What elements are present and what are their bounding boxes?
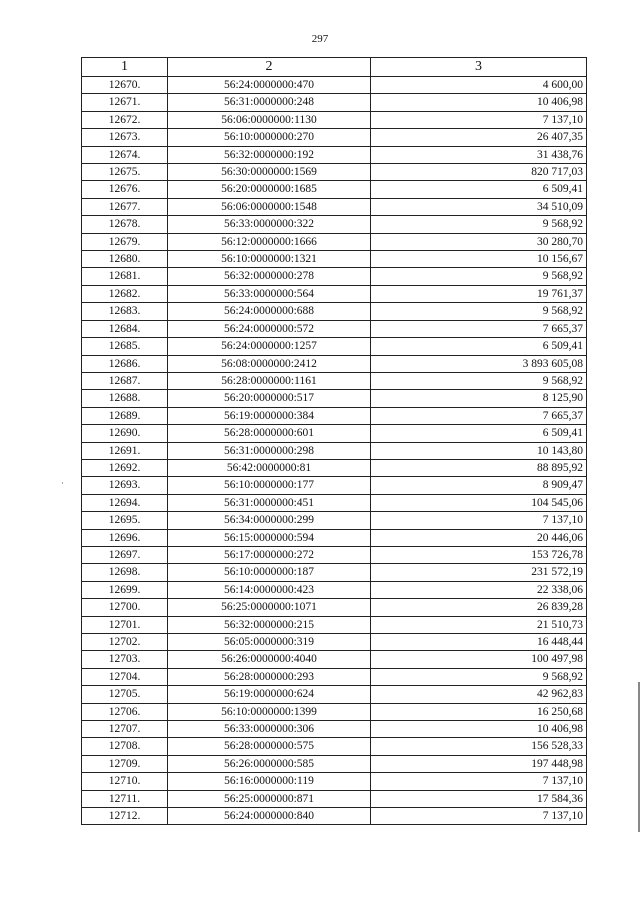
table-row [82, 268, 587, 285]
table-row [82, 790, 587, 807]
amount-cell: 10 406,98 [371, 721, 587, 738]
row-number-cell: 12677. [82, 198, 168, 215]
amount-cell: 7 665,37 [371, 407, 587, 424]
table-row [82, 111, 587, 128]
row-number-cell: 12710. [82, 773, 168, 790]
cadastral-number-cell: 56:14:0000000:423 [168, 581, 371, 598]
amount-cell: 7 137,10 [371, 808, 587, 825]
cadastral-number-cell: 56:05:0000000:319 [168, 634, 371, 651]
table-row [82, 477, 587, 494]
table-row [82, 599, 587, 616]
amount-cell: 19 761,37 [371, 285, 587, 302]
table-row [82, 181, 587, 198]
cadastral-number-cell: 56:33:0000000:564 [168, 285, 371, 302]
amount-cell: 8 125,90 [371, 390, 587, 407]
row-number-cell: 12709. [82, 755, 168, 772]
amount-cell: 7 665,37 [371, 320, 587, 337]
table-header-row [82, 58, 587, 77]
cadastral-number-cell: 56:20:0000000:517 [168, 390, 371, 407]
row-number-cell: 12688. [82, 390, 168, 407]
cadastral-number-cell: 56:17:0000000:272 [168, 546, 371, 563]
row-number-cell: 12712. [82, 808, 168, 825]
table-row [82, 459, 587, 476]
amount-cell: 6 509,41 [371, 425, 587, 442]
row-number-cell: 12703. [82, 651, 168, 668]
cadastral-number-cell: 56:19:0000000:384 [168, 407, 371, 424]
table-row [82, 233, 587, 250]
row-number-cell: 12696. [82, 529, 168, 546]
table-row [82, 546, 587, 563]
cadastral-number-cell: 56:06:0000000:1130 [168, 111, 371, 128]
cadastral-number-cell: 56:34:0000000:299 [168, 512, 371, 529]
column-header-2: 2 [168, 58, 371, 77]
row-number-cell: 12702. [82, 634, 168, 651]
table-row [82, 146, 587, 163]
amount-cell: 197 448,98 [371, 755, 587, 772]
amount-cell: 7 137,10 [371, 773, 587, 790]
table-row [82, 738, 587, 755]
table-row [82, 512, 587, 529]
cadastral-number-cell: 56:24:0000000:572 [168, 320, 371, 337]
row-number-cell: 12707. [82, 721, 168, 738]
cadastral-number-cell: 56:24:0000000:1257 [168, 338, 371, 355]
amount-cell: 21 510,73 [371, 616, 587, 633]
amount-cell: 153 726,78 [371, 546, 587, 563]
cadastral-number-cell: 56:08:0000000:2412 [168, 355, 371, 372]
row-number-cell: 12706. [82, 703, 168, 720]
table-row [82, 668, 587, 685]
row-number-cell: 12671. [82, 94, 168, 111]
row-number-cell: 12701. [82, 616, 168, 633]
cadastral-number-cell: 56:20:0000000:1685 [168, 181, 371, 198]
amount-cell: 100 497,98 [371, 651, 587, 668]
cadastral-number-cell: 56:26:0000000:585 [168, 755, 371, 772]
cadastral-number-cell: 56:19:0000000:624 [168, 686, 371, 703]
amount-cell: 16 448,44 [371, 634, 587, 651]
row-number-cell: 12678. [82, 216, 168, 233]
amount-cell: 7 137,10 [371, 512, 587, 529]
cadastral-number-cell: 56:32:0000000:215 [168, 616, 371, 633]
cadastral-number-cell: 56:28:0000000:1161 [168, 372, 371, 389]
cadastral-number-cell: 56:25:0000000:871 [168, 790, 371, 807]
table-row [82, 216, 587, 233]
table-row [82, 198, 587, 215]
table-row [82, 425, 587, 442]
cadastral-number-cell: 56:10:0000000:187 [168, 564, 371, 581]
data-table [81, 57, 587, 825]
table-row [82, 529, 587, 546]
table-body [82, 77, 587, 825]
row-number-cell: 12695. [82, 512, 168, 529]
row-number-cell: 12691. [82, 442, 168, 459]
cadastral-number-cell: 56:10:0000000:177 [168, 477, 371, 494]
table-row [82, 564, 587, 581]
table-row [82, 616, 587, 633]
amount-cell: 9 568,92 [371, 216, 587, 233]
row-number-cell: 12687. [82, 372, 168, 389]
amount-cell: 104 545,06 [371, 494, 587, 511]
row-number-cell: 12675. [82, 164, 168, 181]
row-number-cell: 12704. [82, 668, 168, 685]
row-number-cell: 12679. [82, 233, 168, 250]
row-number-cell: 12699. [82, 581, 168, 598]
table-row [82, 164, 587, 181]
table-row [82, 372, 587, 389]
table-row [82, 808, 587, 825]
table-row [82, 407, 587, 424]
table-row [82, 320, 587, 337]
row-number-cell: 12689. [82, 407, 168, 424]
table-row [82, 634, 587, 651]
cadastral-number-cell: 56:24:0000000:840 [168, 808, 371, 825]
amount-cell: 34 510,09 [371, 198, 587, 215]
row-number-cell: 12692. [82, 459, 168, 476]
cadastral-number-cell: 56:10:0000000:1321 [168, 251, 371, 268]
cadastral-number-cell: 56:16:0000000:119 [168, 773, 371, 790]
amount-cell: 16 250,68 [371, 703, 587, 720]
row-number-cell: 12673. [82, 129, 168, 146]
row-number-cell: 12711. [82, 790, 168, 807]
amount-cell: 7 137,10 [371, 111, 587, 128]
cadastral-number-cell: 56:31:0000000:451 [168, 494, 371, 511]
amount-cell: 820 717,03 [371, 164, 587, 181]
amount-cell: 20 446,06 [371, 529, 587, 546]
table-row [82, 285, 587, 302]
cadastral-number-cell: 56:26:0000000:4040 [168, 651, 371, 668]
amount-cell: 26 407,35 [371, 129, 587, 146]
row-number-cell: 12705. [82, 686, 168, 703]
cadastral-number-cell: 56:32:0000000:192 [168, 146, 371, 163]
cadastral-number-cell: 56:28:0000000:601 [168, 425, 371, 442]
amount-cell: 10 143,80 [371, 442, 587, 459]
amount-cell: 10 156,67 [371, 251, 587, 268]
row-number-cell: 12700. [82, 599, 168, 616]
amount-cell: 31 438,76 [371, 146, 587, 163]
amount-cell: 10 406,98 [371, 94, 587, 111]
cadastral-number-cell: 56:12:0000000:1666 [168, 233, 371, 250]
row-number-cell: 12698. [82, 564, 168, 581]
cadastral-number-cell: 56:06:0000000:1548 [168, 198, 371, 215]
column-header-1: 1 [82, 58, 168, 77]
table-row [82, 755, 587, 772]
page-number: 297 [311, 33, 329, 45]
table-row [82, 251, 587, 268]
cadastral-number-cell: 56:15:0000000:594 [168, 529, 371, 546]
row-number-cell: 12676. [82, 181, 168, 198]
amount-cell: 26 839,28 [371, 599, 587, 616]
table-row [82, 442, 587, 459]
cadastral-number-cell: 56:32:0000000:278 [168, 268, 371, 285]
table-row [82, 686, 587, 703]
row-number-cell: 12686. [82, 355, 168, 372]
amount-cell: 9 568,92 [371, 268, 587, 285]
row-number-cell: 12682. [82, 285, 168, 302]
amount-cell: 6 509,41 [371, 181, 587, 198]
row-number-cell: 12683. [82, 303, 168, 320]
row-number-cell: 12680. [82, 251, 168, 268]
cadastral-number-cell: 56:42:0000000:81 [168, 459, 371, 476]
table-row [82, 303, 587, 320]
cadastral-number-cell: 56:24:0000000:688 [168, 303, 371, 320]
amount-cell: 88 895,92 [371, 459, 587, 476]
amount-cell: 8 909,47 [371, 477, 587, 494]
table-row [82, 703, 587, 720]
table-row [82, 581, 587, 598]
table-row [82, 77, 587, 94]
table-row [82, 773, 587, 790]
table-row [82, 390, 587, 407]
cadastral-number-cell: 56:33:0000000:322 [168, 216, 371, 233]
cadastral-number-cell: 56:30:0000000:1569 [168, 164, 371, 181]
table-row [82, 338, 587, 355]
table-row [82, 651, 587, 668]
scan-speck [62, 482, 63, 484]
table-row [82, 129, 587, 146]
amount-cell: 156 528,33 [371, 738, 587, 755]
row-number-cell: 12693. [82, 477, 168, 494]
row-number-cell: 12670. [82, 77, 168, 94]
amount-cell: 9 568,92 [371, 303, 587, 320]
row-number-cell: 12697. [82, 546, 168, 563]
cadastral-number-cell: 56:33:0000000:306 [168, 721, 371, 738]
table-row [82, 94, 587, 111]
table-row [82, 721, 587, 738]
amount-cell: 4 600,00 [371, 77, 587, 94]
amount-cell: 30 280,70 [371, 233, 587, 250]
cadastral-number-cell: 56:10:0000000:270 [168, 129, 371, 146]
cadastral-number-cell: 56:10:0000000:1399 [168, 703, 371, 720]
amount-cell: 9 568,92 [371, 668, 587, 685]
cadastral-number-cell: 56:25:0000000:1071 [168, 599, 371, 616]
amount-cell: 22 338,06 [371, 581, 587, 598]
row-number-cell: 12681. [82, 268, 168, 285]
amount-cell: 42 962,83 [371, 686, 587, 703]
cadastral-number-cell: 56:28:0000000:575 [168, 738, 371, 755]
cadastral-number-cell: 56:28:0000000:293 [168, 668, 371, 685]
row-number-cell: 12674. [82, 146, 168, 163]
row-number-cell: 12672. [82, 111, 168, 128]
amount-cell: 17 584,36 [371, 790, 587, 807]
amount-cell: 3 893 605,08 [371, 355, 587, 372]
cadastral-number-cell: 56:24:0000000:470 [168, 77, 371, 94]
row-number-cell: 12684. [82, 320, 168, 337]
cadastral-number-cell: 56:31:0000000:298 [168, 442, 371, 459]
row-number-cell: 12685. [82, 338, 168, 355]
amount-cell: 231 572,19 [371, 564, 587, 581]
table-row [82, 494, 587, 511]
row-number-cell: 12694. [82, 494, 168, 511]
column-header-3: 3 [371, 58, 587, 77]
amount-cell: 6 509,41 [371, 338, 587, 355]
cadastral-number-cell: 56:31:0000000:248 [168, 94, 371, 111]
table-row [82, 355, 587, 372]
row-number-cell: 12690. [82, 425, 168, 442]
row-number-cell: 12708. [82, 738, 168, 755]
amount-cell: 9 568,92 [371, 372, 587, 389]
